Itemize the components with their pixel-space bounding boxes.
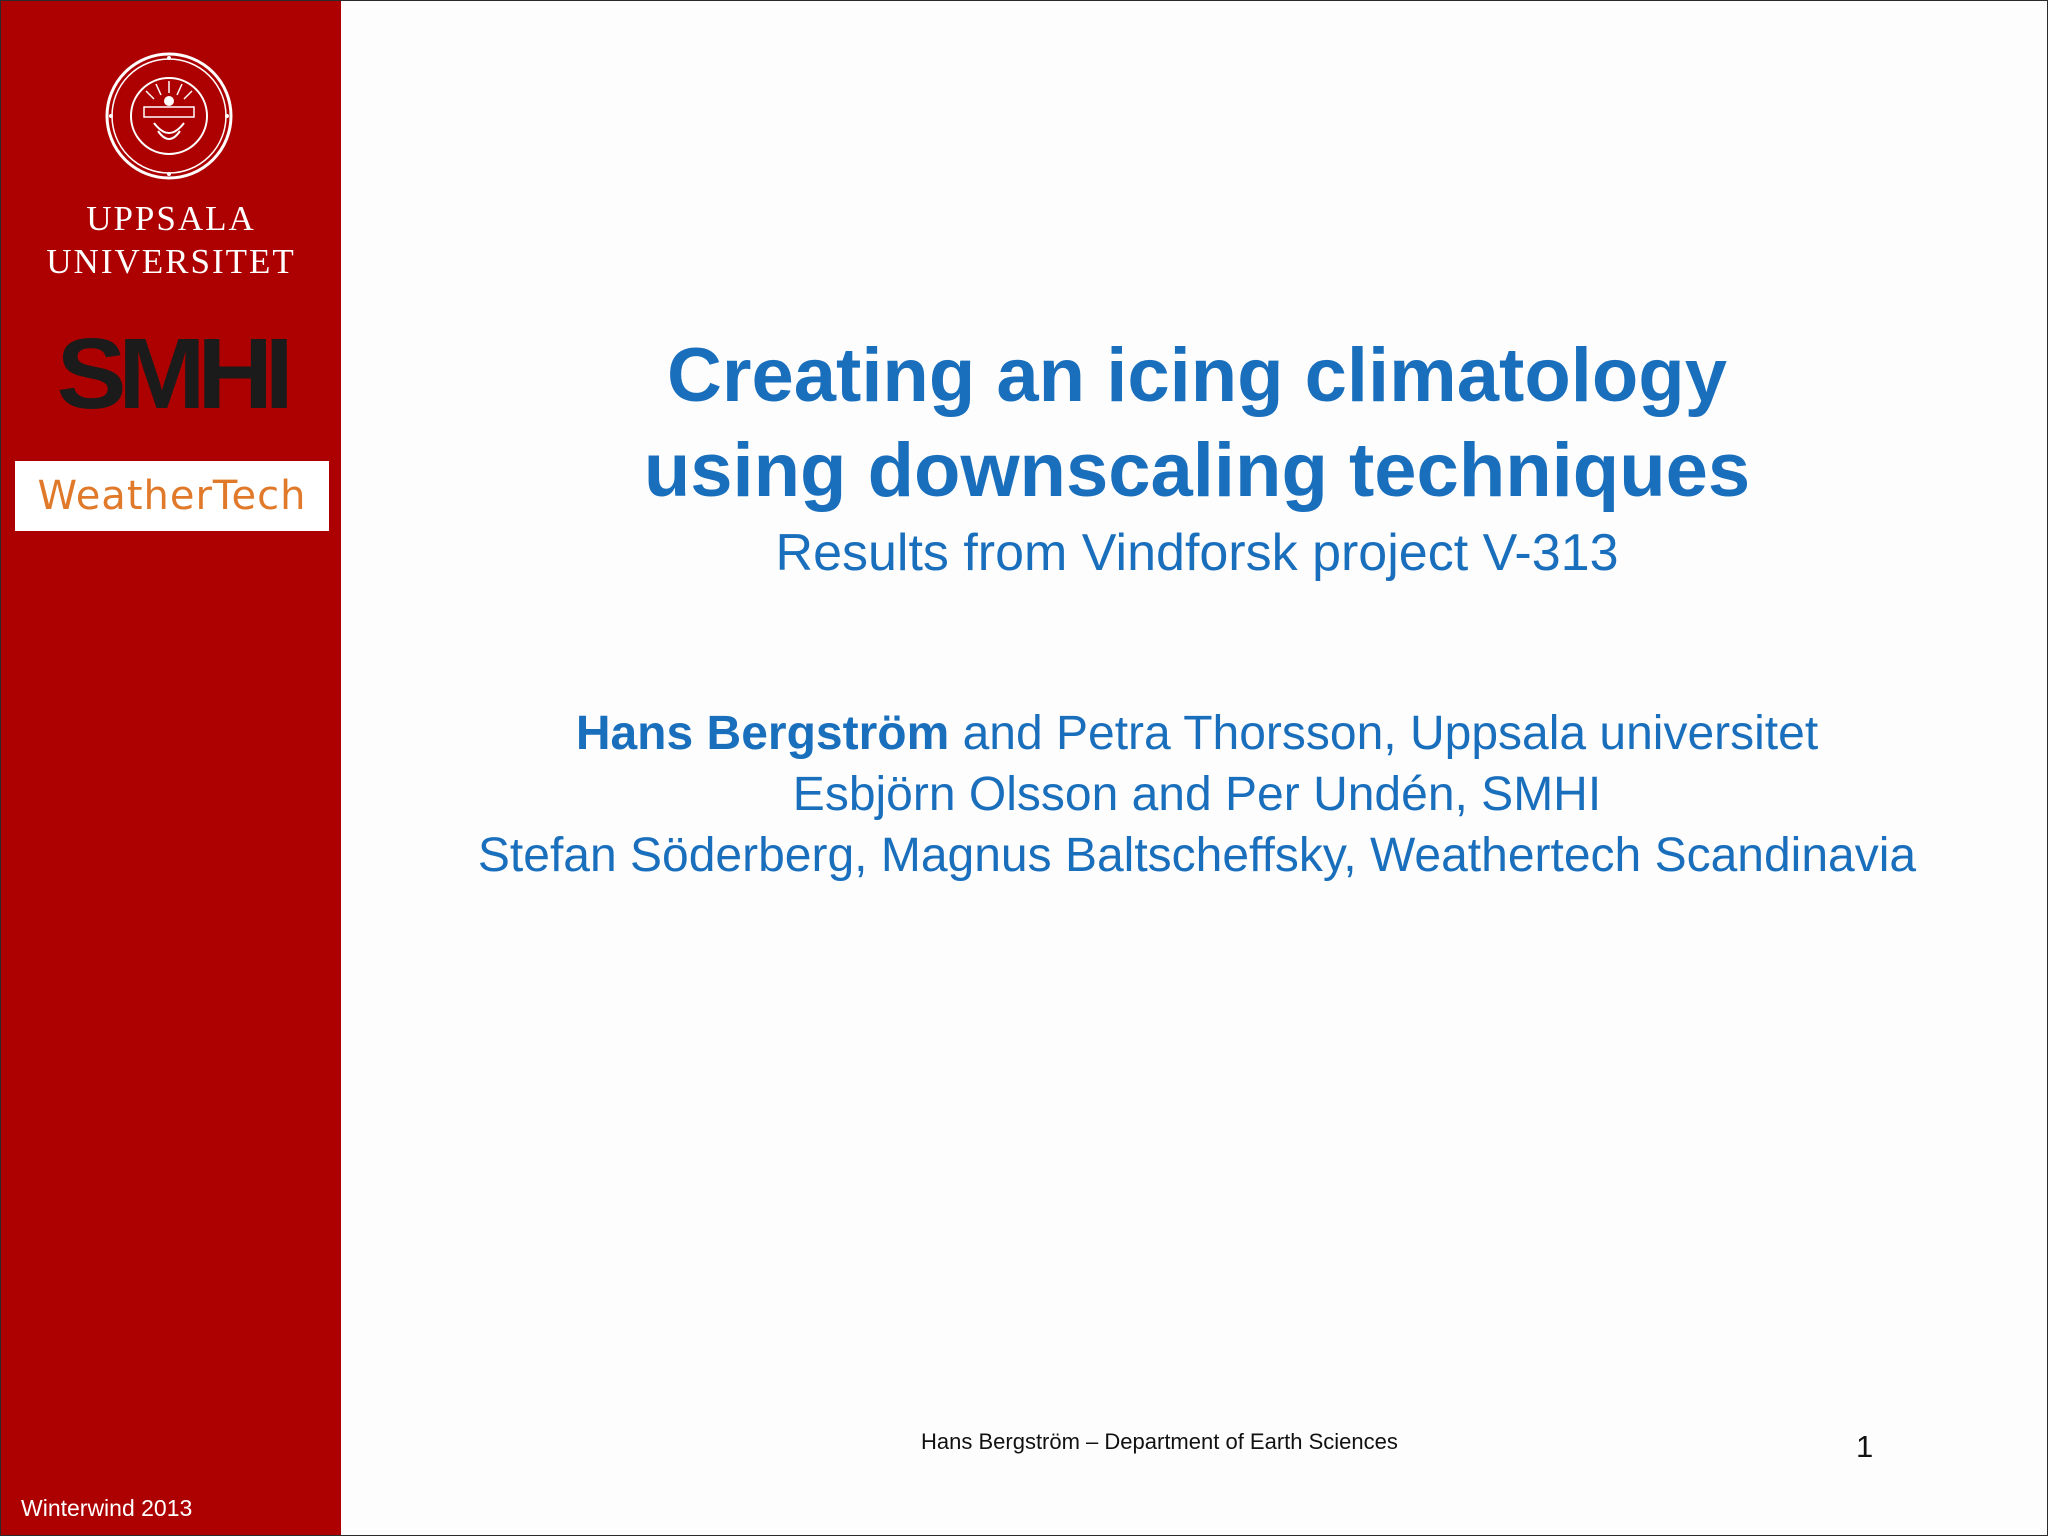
- lead-author: Hans Bergström: [575, 707, 950, 760]
- weathertech-logo-box: [15, 461, 329, 531]
- weathertech-logo: WeatherTech: [37, 473, 307, 519]
- page-number: 1: [1856, 1429, 1874, 1464]
- slide-title-line1: Creating an icing climatology: [667, 333, 1727, 418]
- authors-line2: Esbjörn Olsson and Per Undén, SMHI: [792, 768, 1602, 821]
- authors-line1: [341, 703, 2048, 765]
- university-seal-logo: [104, 51, 234, 181]
- event-footer: Winterwind 2013: [21, 1495, 193, 1521]
- slide-footer: Hans Bergström – Department of Earth Sciences: [921, 1429, 1398, 1454]
- authors-line1-rest: and Petra Thorsson, Uppsala universitet: [949, 707, 1819, 760]
- university-name-line1: UPPSALA: [86, 199, 256, 238]
- university-name-line2: UNIVERSITET: [46, 242, 296, 281]
- authors-line3: Stefan Söderberg, Magnus Baltscheffsky, Weathertech Scandinavia: [477, 829, 1917, 882]
- slide-title-line2: using downscaling techniques: [643, 428, 1751, 513]
- smhi-logo: SMHI: [56, 318, 286, 430]
- slide-subtitle: Results from Vindforsk project V-313: [775, 524, 1619, 582]
- sidebar: [1, 1, 341, 1535]
